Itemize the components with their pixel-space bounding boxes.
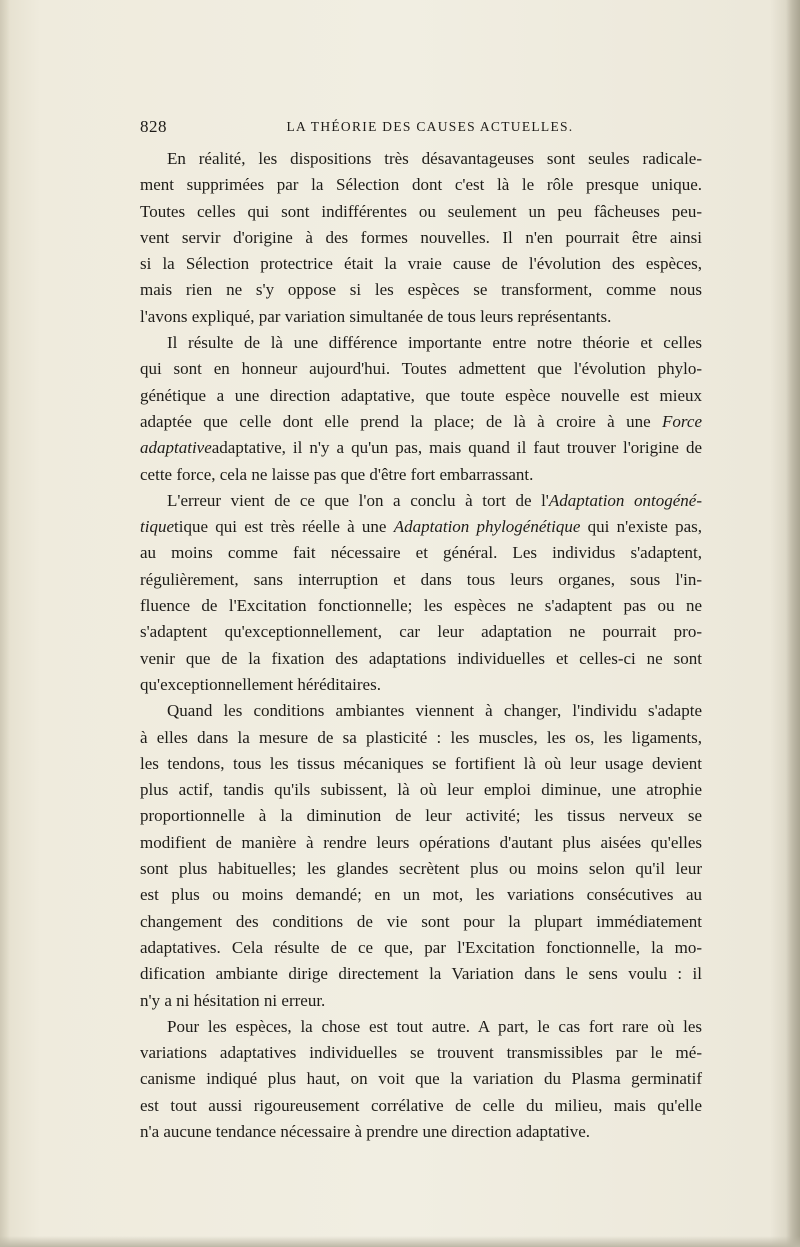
text-line: plus actif, tandis qu'ils subissent, là où leur emploi diminue, une atrophie — [140, 780, 702, 800]
page-binding-shadow — [786, 0, 800, 1247]
text-line: changement des conditions de vie sont pour la plupart immédiatement — [140, 911, 702, 931]
text-line: proportionnelle à la diminution de leur activité; les tissus nerveux se — [140, 806, 702, 826]
running-head: LA THÉORIE DES CAUSES ACTUELLES. — [286, 119, 574, 134]
paragraph — [140, 488, 702, 698]
text-line: cette force, cela ne laisse pas que d'être fort embarrassant. — [140, 464, 534, 484]
text-line: n'y a ni hésitation ni erreur. — [140, 990, 326, 1010]
text-line: Pour les espèces, la chose est tout autre. A part, le cas fort rare où les — [167, 1016, 702, 1036]
text-line: qu'exceptionnellement héréditaires. — [140, 674, 381, 694]
text-line — [140, 409, 702, 435]
page-number: 828 — [140, 117, 167, 136]
text-line: modifient de manière à rendre leurs opérations d'autant plus aisées qu'elles — [140, 832, 702, 852]
text-line: sont plus habituelles; les glandes secrètent plus ou moins selon qu'il leur — [140, 859, 702, 879]
italic-term: Adaptation phylogénétique — [393, 517, 581, 537]
text-run: adaptée que celle dont elle prend la place; de là à croire à une — [140, 411, 651, 431]
text-line: est tout aussi rigoureusement corrélative de celle du milieu, mais qu'elle — [140, 1095, 702, 1115]
text-line: à elles dans la mesure de sa plasticité : les muscles, les os, les ligaments, — [140, 727, 702, 747]
text-line: Il résulte de là une différence importante entre notre théorie et celles — [167, 333, 702, 353]
text-run: qui n'existe pas, — [580, 517, 702, 537]
text-line: est plus ou moins demandé; en un mot, les variations consécutives au — [140, 885, 702, 905]
text-line: régulièrement, sans interruption et dans tous leurs organes, sous l'in- — [140, 569, 702, 589]
text-line: Toutes celles qui sont indifférentes ou seulement un peu fâcheuses peu- — [140, 201, 702, 221]
text-line: l'avons expliqué, par variation simultanée de tous leurs représentants. — [140, 306, 612, 326]
text-line: si la Sélection protectrice était la vraie cause de l'évolution des espèces, — [140, 254, 702, 274]
text-line: mais rien ne s'y oppose si les espèces se transforment, comme nous — [140, 280, 702, 300]
text-run: L'erreur vient de ce que l'on a conclu à tort de l' — [167, 490, 549, 510]
text-line: venir que de la fixation des adaptations individuelles et celles-ci ne sont — [140, 648, 702, 668]
paragraph — [140, 146, 702, 330]
paragraph — [140, 1014, 702, 1145]
body-text — [140, 146, 702, 1145]
italic-term: adaptative — [140, 438, 212, 458]
paragraph — [140, 330, 702, 488]
italic-term: tique — [140, 517, 174, 537]
text-line: vent servir d'origine à des formes nouvelles. Il n'en pourrait être ainsi — [140, 227, 702, 247]
text-line: ment supprimées par la Sélection dont c'est là le rôle presque unique. — [140, 175, 702, 195]
text-line: n'a aucune tendance nécessaire à prendre une direction adaptative. — [140, 1121, 591, 1141]
paragraph — [140, 698, 702, 1014]
page-left-shadow — [0, 0, 10, 1247]
text-line: variations adaptatives individuelles se trouvent transmissibles par le mé- — [140, 1043, 702, 1063]
text-line: génétique a une direction adaptative, que toute espèce nouvelle est mieux — [140, 385, 702, 405]
text-run: adaptative, il n'y a qu'un pas, mais quand il faut trouver l'origine de — [211, 438, 702, 458]
text-line: au moins comme fait nécessaire et général. Les individus s'adaptent, — [140, 543, 702, 563]
text-line: canisme indiqué plus haut, on voit que la variation du Plasma germinatif — [140, 1069, 702, 1089]
text-line: qui sont en honneur aujourd'hui. Toutes admettent que l'évolution phylo- — [140, 359, 702, 379]
text-line — [140, 514, 702, 540]
text-line — [140, 488, 702, 514]
text-run: tique qui est très réelle à une — [174, 517, 387, 537]
text-line: s'adaptent qu'exceptionnellement, car leur adaptation ne pourrait pro- — [140, 622, 702, 642]
text-line: dification ambiante dirige directement la Variation dans le sens voulu : il — [140, 964, 702, 984]
page-header — [140, 117, 700, 139]
text-line: Quand les conditions ambiantes viennent à changer, l'individu s'adapte — [167, 701, 702, 721]
italic-term: Force — [662, 411, 703, 431]
text-line: adaptatives. Cela résulte de ce que, par l'Excitation fonctionnelle, la mo- — [140, 937, 702, 957]
text-line — [140, 435, 702, 461]
page-bottom-shadow — [0, 1236, 800, 1247]
italic-term: Adaptation ontogéné- — [548, 490, 702, 510]
text-line: les tendons, tous les tissus mécaniques se fortifient là où leur usage devient — [140, 753, 702, 773]
text-line: En réalité, les dispositions très désavantageuses sont seules radicale- — [167, 149, 702, 168]
text-line: fluence de l'Excitation fonctionnelle; les espèces ne s'adaptent pas ou ne — [140, 596, 702, 616]
